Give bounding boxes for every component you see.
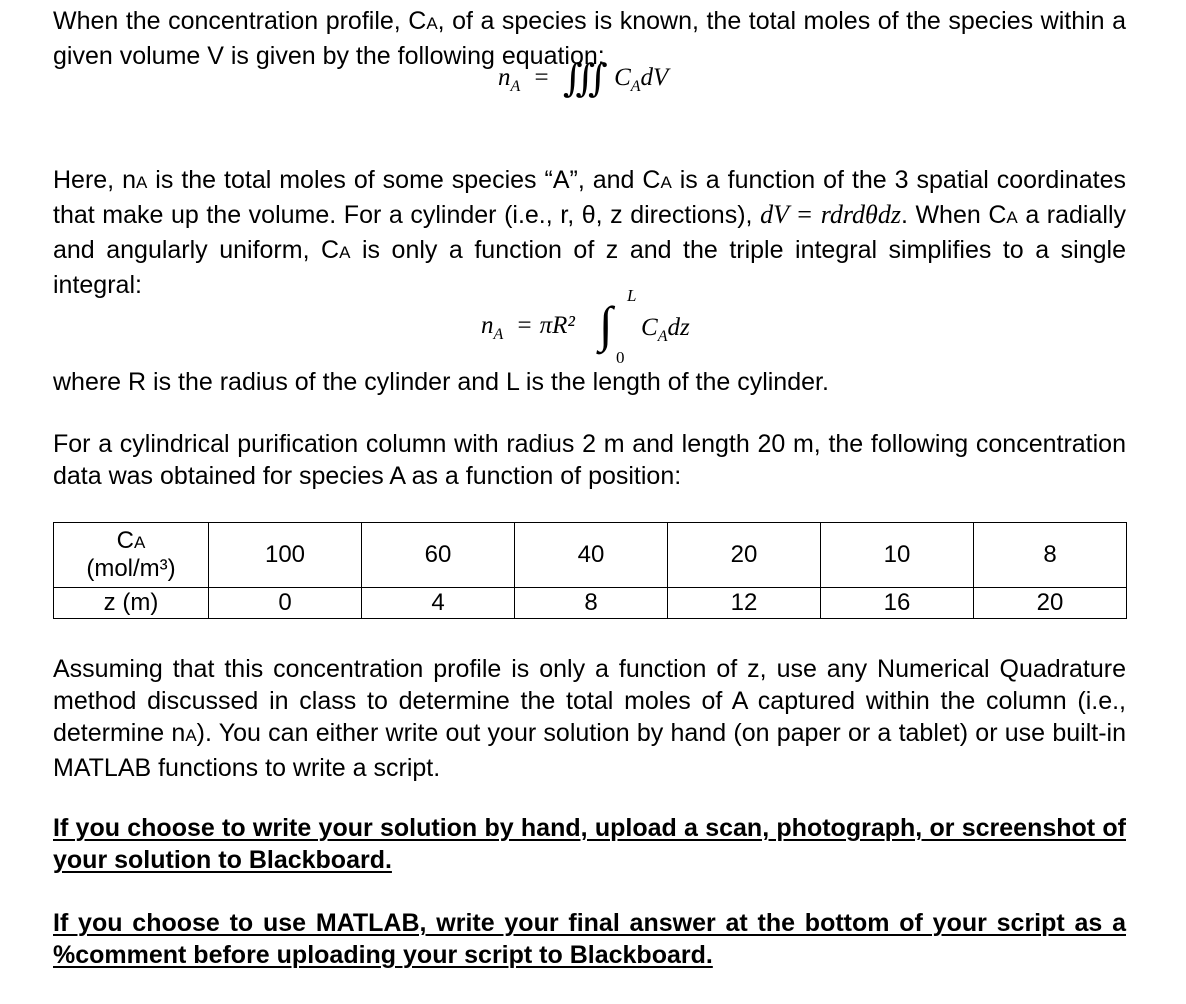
eq1-integrand: C xyxy=(614,64,631,91)
table-cell: 16 xyxy=(821,588,974,619)
table-cell: 10 xyxy=(821,523,974,588)
task-text-a: Assuming that this concentration profile is only a function of z, use any Numerical Quadrature method discussed in class to determine the total moles of A captured within the column (i.e., determine n xyxy=(53,655,1126,747)
column-description: For a cylindrical purification column with radius 2 m and length 20 m, the following concentration data was obtained for species A as a function of position: xyxy=(53,430,1126,490)
table-cell: 20 xyxy=(668,523,821,588)
p2-sub-e: A xyxy=(339,243,351,262)
eq1-integrand-sub: A xyxy=(630,78,641,95)
p2-text-c: is a function of the 3 spatial coordinates that make up the volume. For a cylinder (i.e., r, θ, z directions), xyxy=(53,166,1126,229)
intro-text-rest: , of a species is known, the total moles of the species within a given volume V is given by the following equation: xyxy=(53,7,1126,70)
hand-solution-instruction: If you choose to write your solution by hand, upload a scan, photograph, or screenshot of your solution to Blackboard. xyxy=(53,814,1126,874)
triple-integral-symbol: ∭ xyxy=(562,58,608,100)
p2-text-f: is only a function of z and the triple integral simplifies to a single integral: xyxy=(53,236,1126,299)
task-text-b: ). You can either write out your solution by hand (on paper or a tablet) or use built-in MATLAB functions to write a script. xyxy=(53,719,1126,782)
eq2-integrand-sub: A xyxy=(657,328,668,345)
eq1-equals: = xyxy=(534,64,549,91)
task-sub: A xyxy=(185,726,197,745)
triple-integral-equation xyxy=(498,56,668,101)
p2-text-d: . When C xyxy=(900,201,1007,229)
concentration-header-sub: A xyxy=(134,533,146,552)
position-header-cell: z (m) xyxy=(54,588,209,619)
p2-math-volume-element: rdrdθdz xyxy=(820,200,901,229)
p2-math-dv: dV = xyxy=(760,200,814,229)
integral-lower-limit: 0 xyxy=(616,348,625,367)
eq1-lhs: n xyxy=(498,64,511,91)
table-cell: 40 xyxy=(515,523,668,588)
table-cell: 20 xyxy=(974,588,1127,619)
integral-upper-limit: L xyxy=(627,286,637,305)
intro-subscript: A xyxy=(426,14,438,33)
eq2-equals: = xyxy=(517,312,532,339)
table-cell: 4 xyxy=(362,588,515,619)
table-cell: 12 xyxy=(668,588,821,619)
table-cell: 100 xyxy=(209,523,362,588)
table-row-concentration xyxy=(54,523,1127,588)
table-cell: 8 xyxy=(974,523,1127,588)
radius-length-note: where R is the radius of the cylinder and L is the length of the cylinder. xyxy=(53,368,829,396)
cylinder-paragraph xyxy=(53,164,1126,301)
concentration-unit: (mol/m³) xyxy=(86,555,176,582)
integral-symbol: ∫ xyxy=(599,296,613,352)
table-cell: 60 xyxy=(362,523,515,588)
task-paragraph xyxy=(53,653,1126,784)
eq1-lhs-sub: A xyxy=(510,78,521,95)
intro-text: When the concentration profile, C xyxy=(53,7,427,35)
p2-text-b: is the total moles of some species “A”, and C xyxy=(147,166,661,194)
p2-text-a: Here, n xyxy=(53,166,136,194)
eq2-coefficient: πR² xyxy=(539,312,575,339)
concentration-table xyxy=(53,522,1127,619)
table-cell: 8 xyxy=(515,588,668,619)
matlab-instruction: If you choose to use MATLAB, write your final answer at the bottom of your script as a %comment before uploading your script to Blackboard. xyxy=(53,909,1126,969)
p2-sub-a: A xyxy=(136,173,148,192)
table-cell: 0 xyxy=(209,588,362,619)
concentration-header-cell xyxy=(54,523,209,588)
eq2-integrand: C xyxy=(641,314,658,341)
eq1-differential: dV xyxy=(640,64,669,91)
p2-sub-b: A xyxy=(660,173,672,192)
p2-text-e: a radially and angularly uniform, C xyxy=(53,201,1126,264)
p2-sub-d: A xyxy=(1006,208,1018,227)
eq2-differential: dz xyxy=(667,314,690,341)
table-row-position xyxy=(54,588,1127,619)
eq2-lhs: n xyxy=(481,312,494,339)
concentration-header: C xyxy=(116,527,134,554)
eq2-lhs-sub: A xyxy=(493,326,504,343)
